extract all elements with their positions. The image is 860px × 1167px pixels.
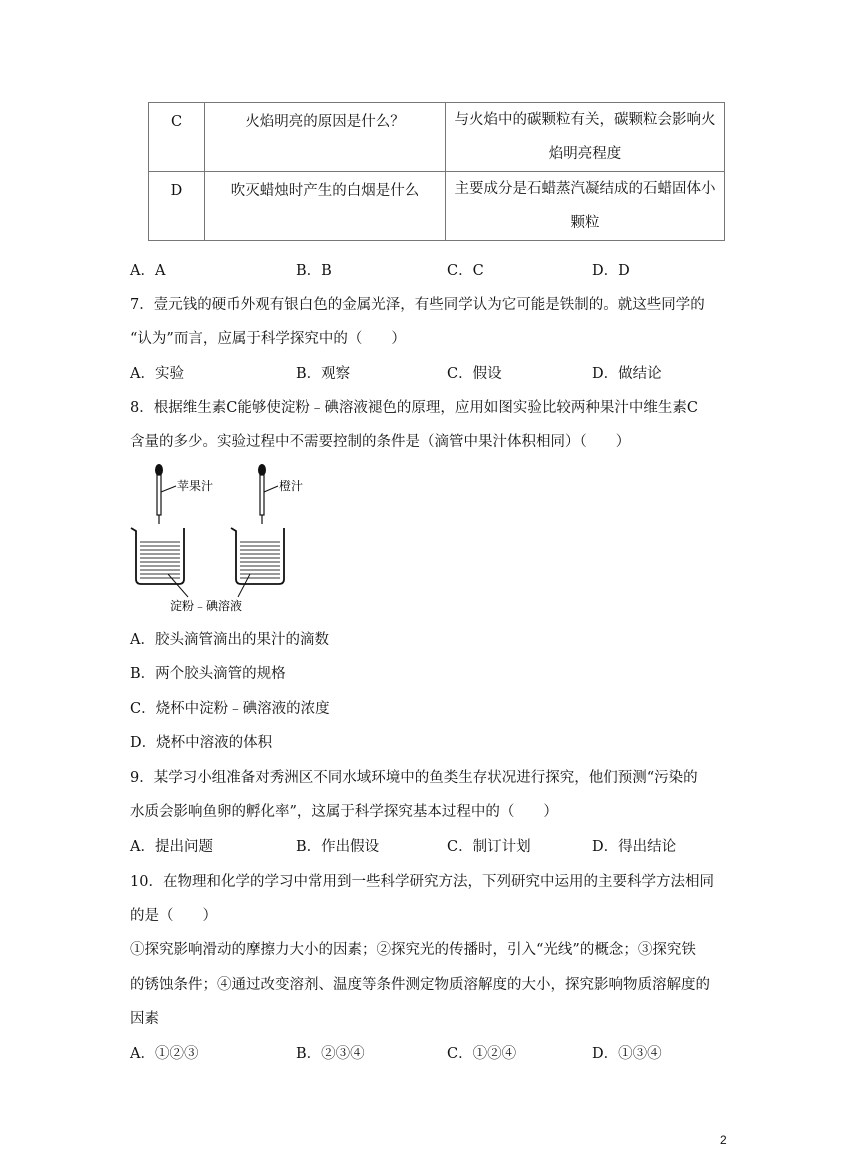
question-table <box>148 102 725 241</box>
label-orange-juice: 橙汁 <box>279 479 304 493</box>
q9-option-a: A．提出问题 <box>130 839 213 855</box>
q9-option-d: D．得出结论 <box>592 839 677 855</box>
q9-stem-line1: 9．某学习小组准备对秀洲区不同水域环境中的鱼类生存状况进行探究，他们预测“污染的 <box>130 770 698 786</box>
q7-stem-line2: “认为”而言，应属于科学探究中的（ ） <box>130 331 406 347</box>
q8-option-d: D．烧杯中溶液的体积 <box>130 735 273 751</box>
q8-stem-line2: 含量的多少。实验过程中不需要控制的条件是（滴管中果汁体积相同）（ ） <box>130 434 631 450</box>
q6-option-d: D．D <box>592 263 630 279</box>
q10-stem-line1: 10．在物理和化学的学习中常用到一些科学研究方法，下列研究中运用的主要科学方法相同 <box>130 874 714 890</box>
q10-option-d: D．①③④ <box>592 1046 662 1062</box>
row-question: 火焰明亮的原因是什么？ <box>205 103 446 172</box>
q8-option-a: A．胶头滴管滴出的果汁的滴数 <box>130 632 329 648</box>
q7-option-b: B．观察 <box>296 366 351 382</box>
q10-option-c: C．①②④ <box>447 1046 517 1062</box>
dropper-icon <box>258 464 266 524</box>
q8-option-b: B．两个胶头滴管的规格 <box>130 666 286 682</box>
row-label: C <box>149 103 205 172</box>
q8-stem-line1: 8．根据维生素C能够使淀粉﹣碘溶液褪色的原理，应用如图实验比较两种果汁中维生素C <box>130 400 698 416</box>
q9-option-b: B．作出假设 <box>296 839 380 855</box>
q10-option-a: A．①②③ <box>130 1046 199 1062</box>
q10-stem-line4: 的锈蚀条件；④通过改变溶剂、温度等条件测定物质溶解度的大小，探究影响物质溶解度的 <box>130 977 710 993</box>
label-starch-iodine: 淀粉﹣碘溶液 <box>170 599 243 613</box>
q7-option-c: C．假设 <box>447 366 502 382</box>
row-label: D <box>149 172 205 241</box>
q7-option-d: D．做结论 <box>592 366 662 382</box>
q10-stem-line5: 因素 <box>130 1011 159 1027</box>
q10-option-b: B．②③④ <box>296 1046 365 1062</box>
q6-option-a: A．A <box>130 263 166 279</box>
q8-option-c: C．烧杯中淀粉﹣碘溶液的浓度 <box>130 701 330 717</box>
q6-option-b: B．B <box>296 263 332 279</box>
label-apple-juice: 苹果汁 <box>177 479 214 493</box>
q10-stem-line2: 的是（ ） <box>130 908 217 924</box>
row-answer: 主要成分是石蜡蒸汽凝结成的石蜡固体小 颗粒 <box>446 172 725 241</box>
q6-option-c: C．C <box>447 263 484 279</box>
q9-stem-line2: 水质会影响鱼卵的孵化率”，这属于科学探究基本过程中的（ ） <box>130 804 558 820</box>
dropper-icon <box>155 464 163 524</box>
row-answer: 与火焰中的碳颗粒有关，碳颗粒会影响火 焰明亮程度 <box>446 103 725 172</box>
beaker-icon <box>231 528 284 584</box>
q7-stem-line1: 7．壹元钱的硬币外观有银白色的金属光泽，有些同学认为它可能是铁制的。就这些同学的 <box>130 297 705 313</box>
page-number: 2 <box>720 1133 727 1147</box>
q10-stem-line3: ①探究影响滑动的摩擦力大小的因素；②探究光的传播时，引入“光线”的概念；③探究铁 <box>130 942 696 958</box>
table-row <box>149 103 725 172</box>
q9-option-c: C．制订计划 <box>447 839 531 855</box>
experiment-figure <box>128 462 304 617</box>
row-question: 吹灭蜡烛时产生的白烟是什么 <box>205 172 446 241</box>
table-row <box>149 172 725 241</box>
beaker-icon <box>131 528 184 584</box>
q7-option-a: A．实验 <box>130 366 184 382</box>
